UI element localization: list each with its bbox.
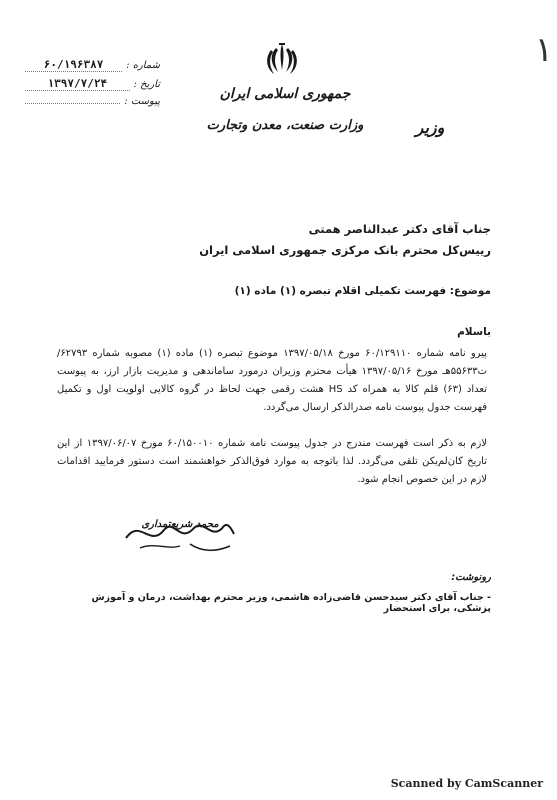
- ministry-title: وزارت صنعت، معدن وتجارت: [206, 118, 364, 133]
- attachment-value: [25, 103, 120, 104]
- attachment-label: پیوست :: [124, 96, 160, 107]
- addressee-name: جناب آقای دکتر عبدالناصر همتی: [308, 222, 491, 236]
- salutation: باسلام: [457, 326, 491, 338]
- body-paragraph-1: پیرو نامه شماره ۶۰/۱۲۹۱۱۰ مورخ ۱۳۹۷/۰۵/۱۸ موضوع تبصره (۱) ماده (۱) مصوبه شماره ۶۲۷۹۳/ت۵۵۶۳۳هـ مورخ ۱۳۹۷/۰۵/۱۶ هیأت محترم وزیران درمورد ساماندهی و مدیریت بازار ارز، به پیوست تعداد (۶۳) قلم کالا به همراه کد HS هشت رقمی جهت لحاظ در گروه کالایی اولویت اول و تکمیل فهرست جدول پیوست نامه صدرالذکر ارسال می‌گردد.: [57, 348, 487, 413]
- number-label: شماره :: [126, 60, 160, 71]
- iran-emblem-icon: [262, 40, 302, 80]
- letter-meta: [25, 58, 160, 115]
- margin-mark: ۱: [534, 30, 553, 70]
- date-value: ۱۳۹۷/۷/۲۴: [25, 77, 130, 91]
- number-value: ۶۰/۱۹۶۳۸۷: [25, 58, 122, 72]
- cc-recipient: - جناب آقای دکتر سیدحسن قاضی‌زاده هاشمی، وزیر محترم بهداشت، درمان و آموزش پزشکی، برای استحضار: [91, 592, 491, 614]
- signature-scribble: [120, 508, 240, 558]
- subject-line: موضوع: فهرست تکمیلی اقلام تبصره (۱) ماده (۱): [234, 285, 491, 297]
- addressee-title: رییس‌کل محترم بانک مرکزی جمهوری اسلامی ایران: [199, 243, 491, 257]
- cc-label: رونوشت:: [451, 572, 491, 583]
- scanner-watermark: Scanned by CamScanner: [390, 777, 543, 790]
- meta-date-row: [25, 77, 160, 96]
- meta-number-row: [25, 58, 160, 77]
- republic-title: جمهوری اسلامی ایران: [219, 86, 351, 102]
- signer-name: محمد شریعتمداری: [141, 519, 219, 530]
- meta-attachment-row: [25, 96, 160, 115]
- minister-title: وزیر: [415, 118, 445, 137]
- date-label: تاریخ :: [133, 79, 160, 90]
- body-paragraph-2: لازم به ذکر است فهرست مندرج در جدول پیوست نامه شماره ۶۰/۱۵۰۰۱۰ مورخ ۱۳۹۷/۰۶/۰۷ از این تاریخ کان‌لم‌یکن تلقی می‌گردد. لذا باتوجه به موارد فوق‌الذکر خواهشمند است دستور فرمایید اقدامات لازم در این خصوص انجام شود.: [57, 438, 487, 485]
